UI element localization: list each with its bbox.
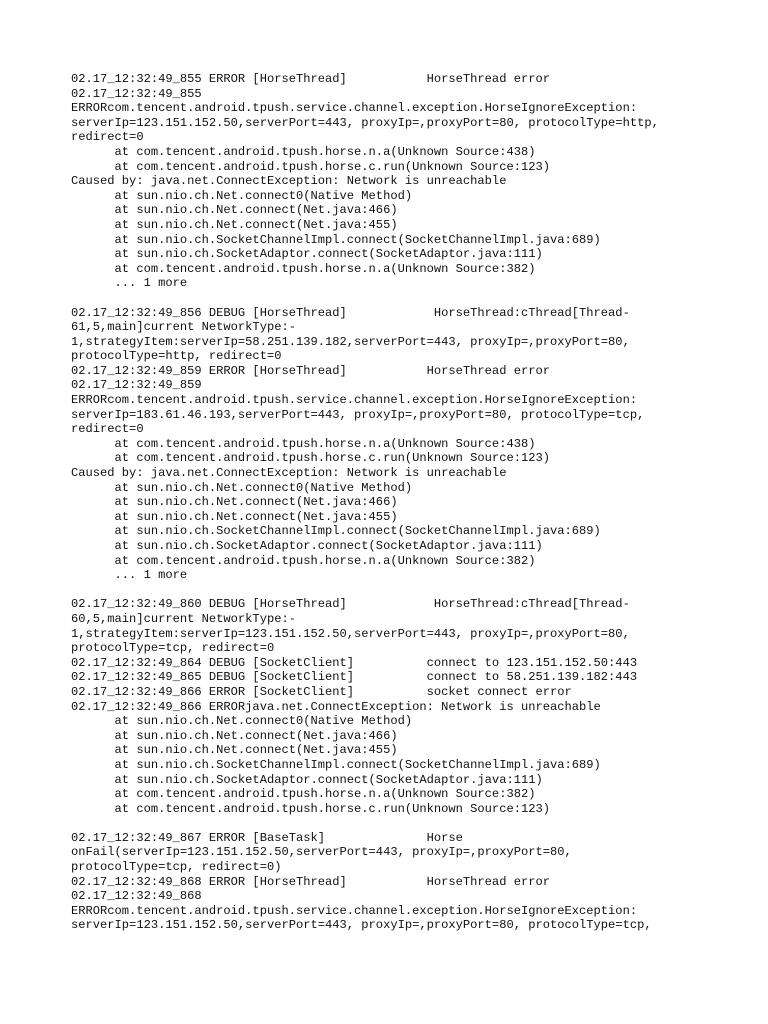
stack-trace-line: at sun.nio.ch.SocketAdaptor.connect(SocketAdaptor.java:111) <box>71 772 543 787</box>
log-line: serverIp=123.151.152.50,serverPort=443, proxyIp=,proxyPort=80, protocolType=tcp, <box>71 918 652 933</box>
log-line: 02.17_12:32:49_859 <box>71 378 202 393</box>
log-line: 02.17_12:32:49_867 ERROR [BaseTask] Horse <box>71 830 463 845</box>
stack-trace-line: at sun.nio.ch.SocketChannelImpl.connect(SocketChannelImpl.java:689) <box>71 232 601 247</box>
log-line: ERRORcom.tencent.android.tpush.service.channel.exception.HorseIgnoreException: <box>71 903 638 918</box>
log-line: 02.17_12:32:49_866 ERROR [SocketClient] socket connect error <box>71 684 572 699</box>
stack-trace-line: at com.tencent.android.tpush.horse.n.a(Unknown Source:382) <box>71 553 536 568</box>
log-line: 60,5,main]current NetworkType:- <box>71 611 296 626</box>
log-line: 02.17_12:32:49_865 DEBUG [SocketClient] connect to 58.251.139.182:443 <box>71 670 638 685</box>
stack-trace-line: at com.tencent.android.tpush.horse.c.run(Unknown Source:123) <box>71 451 550 466</box>
stack-trace-line: at sun.nio.ch.Net.connect(Net.java:455) <box>71 217 398 232</box>
blank-line <box>71 583 691 598</box>
blank-line <box>71 816 691 831</box>
log-line: 02.17_12:32:49_855 ERROR [HorseThread] HorseThread error <box>71 72 550 86</box>
stack-trace-line: at sun.nio.ch.SocketAdaptor.connect(SocketAdaptor.java:111) <box>71 247 543 262</box>
stack-trace-line: at com.tencent.android.tpush.horse.c.run(Unknown Source:123) <box>71 801 550 816</box>
log-line: 1,strategyItem:serverIp=123.151.152.50,serverPort=443, proxyIp=,proxyPort=80, <box>71 626 630 641</box>
log-line: onFail(serverIp=123.151.152.50,serverPort=443, proxyIp=,proxyPort=80, <box>71 845 572 860</box>
blank-line <box>71 291 691 306</box>
caused-by-line: Caused by: java.net.ConnectException: Network is unreachable <box>71 466 507 481</box>
stack-trace-line: at sun.nio.ch.Net.connect(Net.java:466) <box>71 728 398 743</box>
stack-trace-line: at sun.nio.ch.Net.connect0(Native Method) <box>71 188 413 203</box>
log-line: 02.17_12:32:49_864 DEBUG [SocketClient] connect to 123.151.152.50:443 <box>71 655 638 670</box>
stack-trace-line: at sun.nio.ch.SocketChannelImpl.connect(SocketChannelImpl.java:689) <box>71 757 601 772</box>
log-line: redirect=0 <box>71 130 144 145</box>
stack-trace-line: at com.tencent.android.tpush.horse.n.a(Unknown Source:382) <box>71 261 536 276</box>
stack-trace-line: at com.tencent.android.tpush.horse.n.a(Unknown Source:382) <box>71 787 536 802</box>
stack-trace-line: at sun.nio.ch.SocketChannelImpl.connect(SocketChannelImpl.java:689) <box>71 524 601 539</box>
log-line: 02.17_12:32:49_868 <box>71 889 202 904</box>
log-line: ERRORcom.tencent.android.tpush.service.channel.exception.HorseIgnoreException: <box>71 393 638 408</box>
stack-trace-line: at sun.nio.ch.Net.connect0(Native Method) <box>71 714 413 729</box>
log-line: protocolType=tcp, redirect=0) <box>71 860 282 875</box>
stack-trace-line: at sun.nio.ch.Net.connect0(Native Method) <box>71 480 413 495</box>
log-line: protocolType=http, redirect=0 <box>71 349 282 364</box>
log-line: protocolType=tcp, redirect=0 <box>71 641 275 656</box>
log-line: 1,strategyItem:serverIp=58.251.139.182,serverPort=443, proxyIp=,proxyPort=80, <box>71 334 630 349</box>
stack-trace-line: at com.tencent.android.tpush.horse.c.run(Unknown Source:123) <box>71 159 550 174</box>
stack-trace-line: at sun.nio.ch.Net.connect(Net.java:466) <box>71 203 398 218</box>
stack-trace-line: at com.tencent.android.tpush.horse.n.a(Unknown Source:438) <box>71 144 536 159</box>
stack-trace-line: at sun.nio.ch.Net.connect(Net.java:466) <box>71 495 398 510</box>
log-line: ERRORcom.tencent.android.tpush.service.channel.exception.HorseIgnoreException: <box>71 101 638 116</box>
caused-by-line: Caused by: java.net.ConnectException: Network is unreachable <box>71 174 507 189</box>
log-line: serverIp=123.151.152.50,serverPort=443, proxyIp=,proxyPort=80, protocolType=http, <box>71 115 659 130</box>
log-line: 02.17_12:32:49_859 ERROR [HorseThread] HorseThread error <box>71 363 550 378</box>
stack-trace-line: at sun.nio.ch.SocketAdaptor.connect(SocketAdaptor.java:111) <box>71 539 543 553</box>
stack-trace-line: at sun.nio.ch.Net.connect(Net.java:455) <box>71 743 398 758</box>
log-document <box>71 72 691 933</box>
log-line: 02.17_12:32:49_868 ERROR [HorseThread] HorseThread error <box>71 874 550 889</box>
log-line: 61,5,main]current NetworkType:- <box>71 320 296 335</box>
log-line: 02.17_12:32:49_856 DEBUG [HorseThread] HorseThread:cThread[Thread- <box>71 305 630 320</box>
log-line: 02.17_12:32:49_860 DEBUG [HorseThread] HorseThread:cThread[Thread- <box>71 597 630 612</box>
log-line: 02.17_12:32:49_866 ERRORjava.net.ConnectException: Network is unreachable <box>71 699 601 714</box>
log-line: serverIp=183.61.46.193,serverPort=443, proxyIp=,proxyPort=80, protocolType=tcp, <box>71 407 645 422</box>
log-line: redirect=0 <box>71 422 144 437</box>
stack-trace-line: at sun.nio.ch.Net.connect(Net.java:455) <box>71 509 398 524</box>
log-line: 02.17_12:32:49_855 <box>71 86 202 101</box>
stack-trace-line: at com.tencent.android.tpush.horse.n.a(Unknown Source:438) <box>71 436 536 451</box>
stack-trace-line: ... 1 more <box>71 276 188 291</box>
stack-trace-line: ... 1 more <box>71 568 188 583</box>
